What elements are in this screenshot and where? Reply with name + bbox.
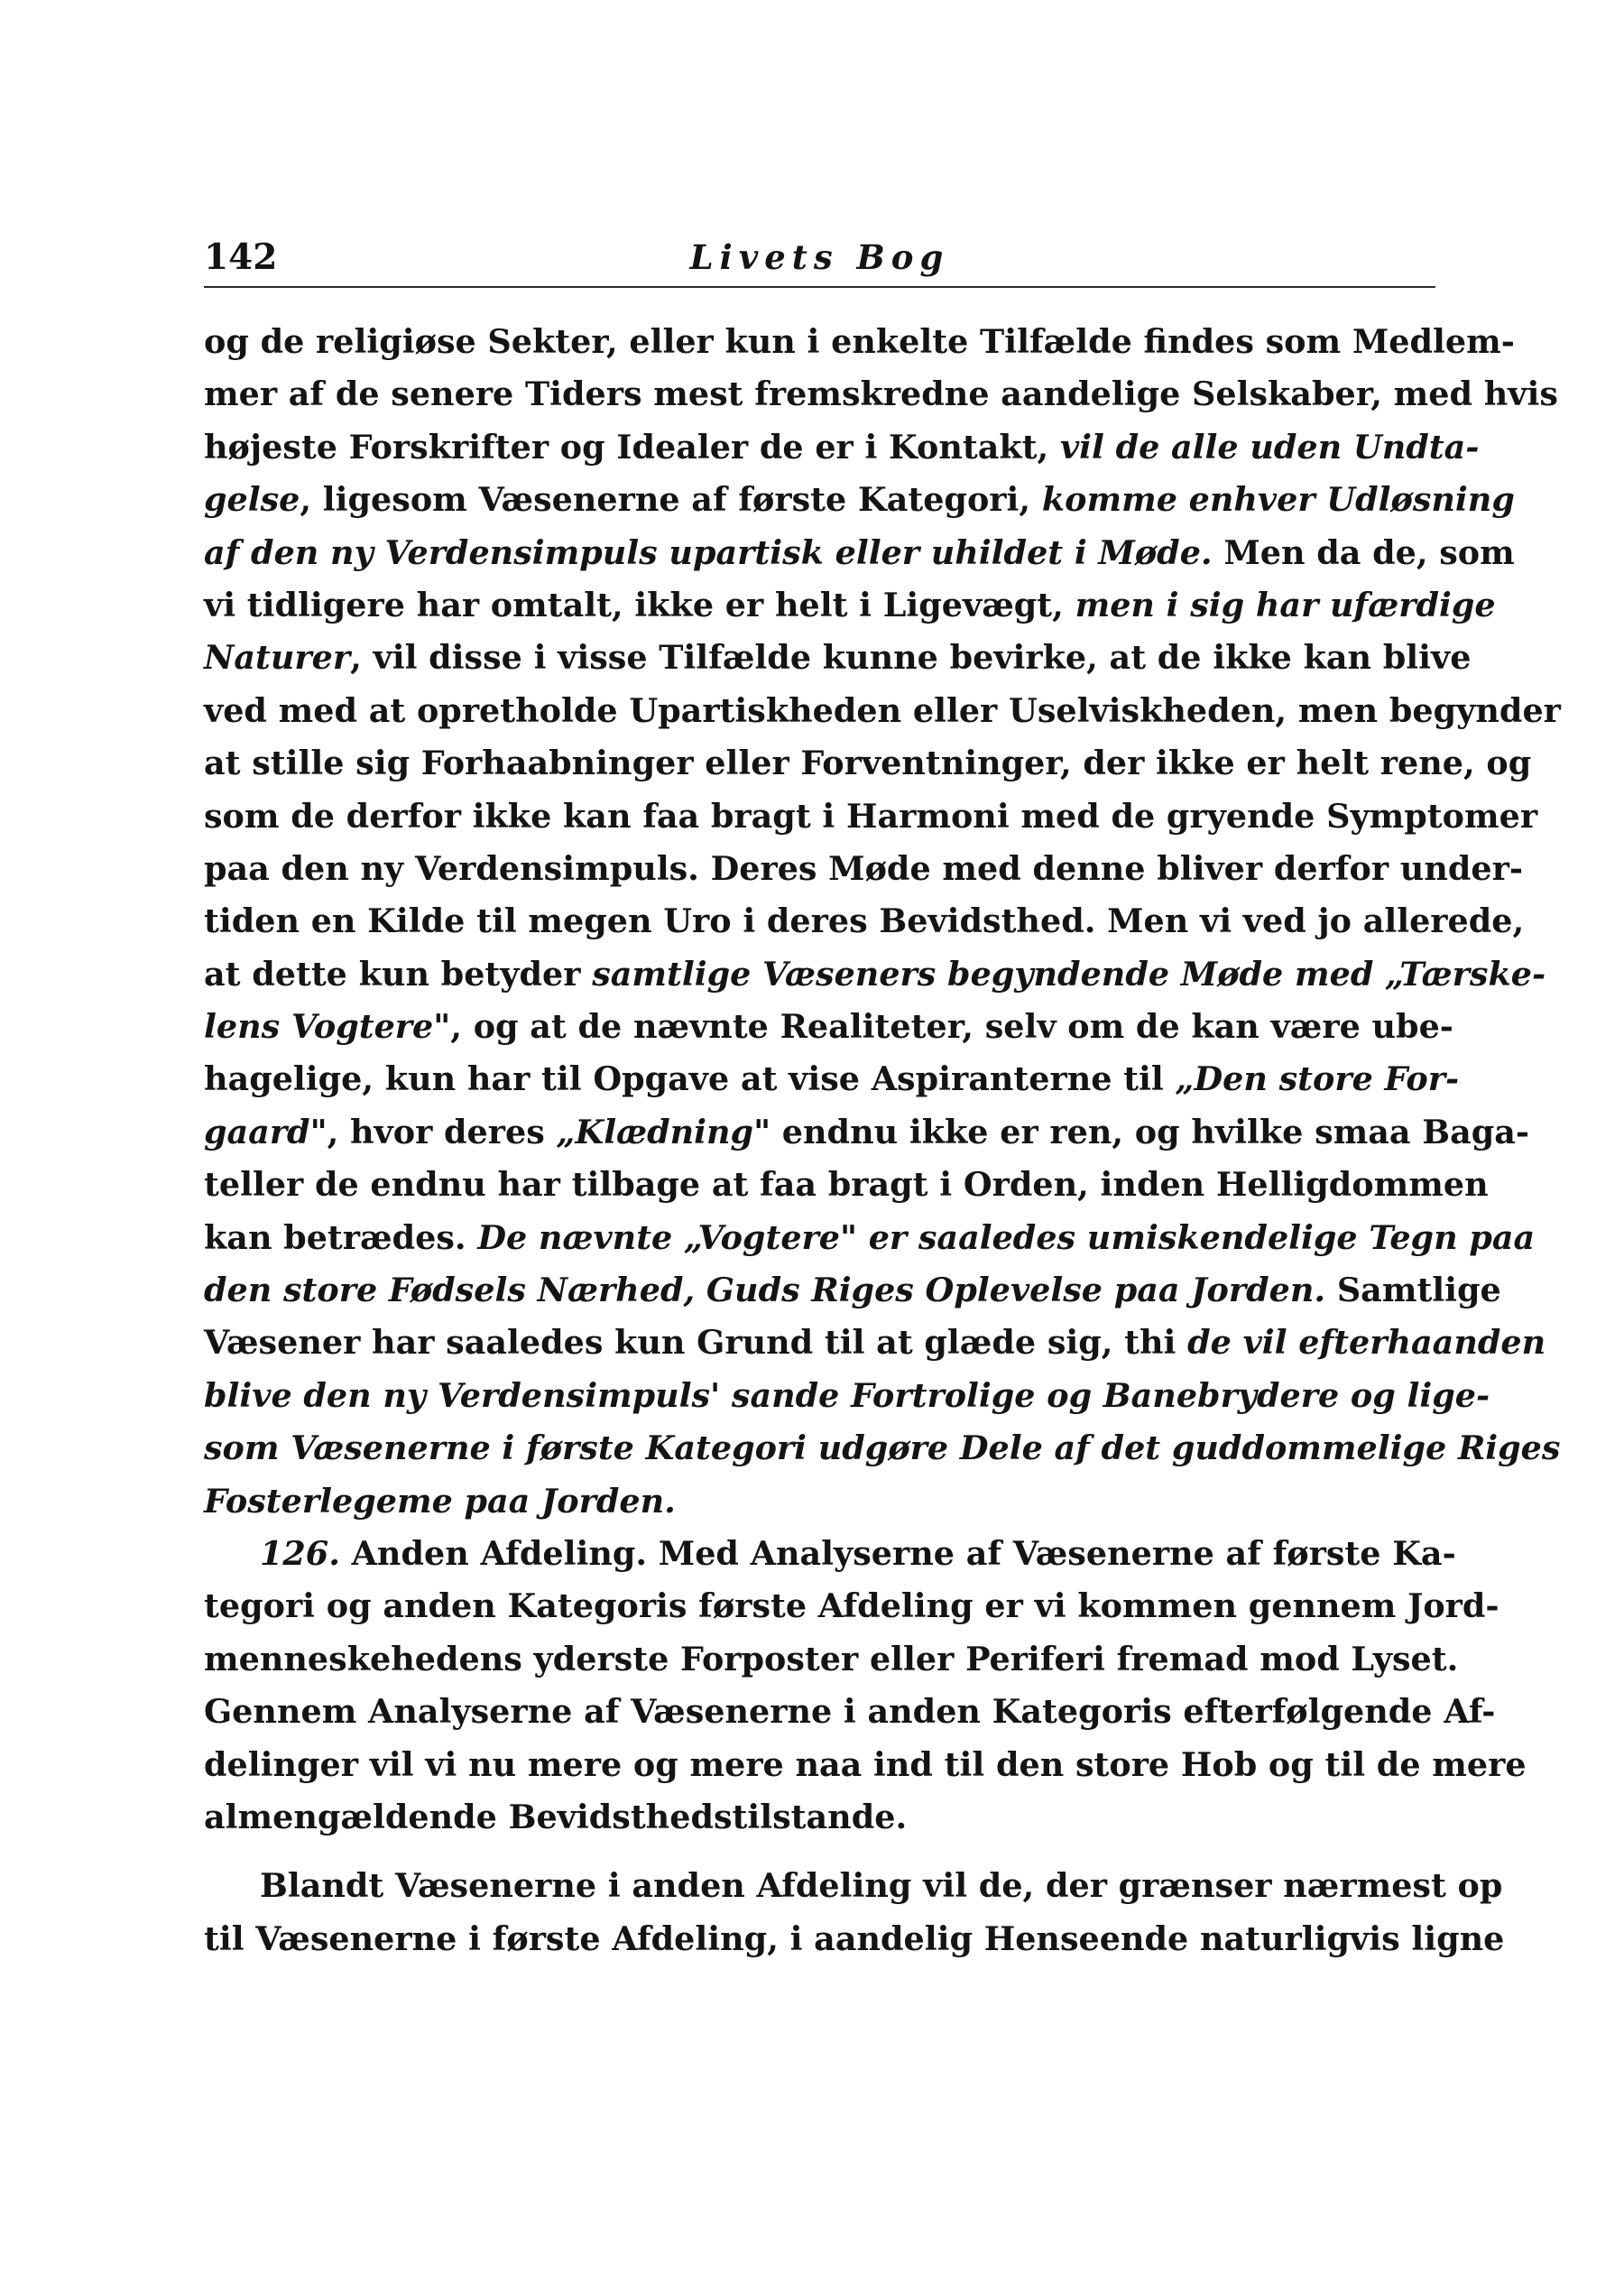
text-line: højeste Forskrifter og Idealer de er i Kontakt, vil de alle uden Undta- [204, 427, 1480, 467]
text-line: almengældende Bevidsthedstilstande. [204, 1797, 908, 1836]
text-line: gaard", hvor deres „Klædning" endnu ikke er ren, og hvilke smaa Baga- [204, 1112, 1530, 1151]
text-line: ved med at opretholde Upartiskheden eller Uselviskheden, men begynder [204, 690, 1561, 730]
text-line: som Væsenerne i første Kategori udgøre Dele af det guddommelige Riges [204, 1429, 1561, 1468]
text-line: Væsener har saaledes kun Grund til at glæde sig, thi de vil efterhaanden [204, 1323, 1546, 1363]
text-line: og de religiøse Sekter, eller kun i enkelte Tilfælde findes som Medlem- [204, 322, 1515, 361]
text-line: menneskehedens yderste Forposter eller Periferi fremad mod Lyset. [204, 1639, 1459, 1678]
running-header [204, 230, 1435, 284]
text-line: paa den ny Verdensimpuls. Deres Møde med denne bliver derfor under- [204, 848, 1523, 888]
text-line: tiden en Kilde til megen Uro i deres Bevidsthed. Men vi ved jo allerede, [204, 901, 1525, 941]
body-text [204, 316, 1561, 1965]
text-line: teller de endnu har tilbage at faa bragt i Orden, inden Helligdommen [204, 1165, 1489, 1205]
text-line: Gennem Analyserne af Væsenerne i anden Kategoris efterfølgende Af- [204, 1692, 1496, 1732]
text-line: som de derfor ikke kan faa bragt i Harmoni med de gryende Symptomer [204, 796, 1538, 836]
paragraph-gap [204, 1844, 1435, 1860]
text-line: lens Vogtere", og at de nævnte Realiteter, selv om de kan være ube- [204, 1007, 1453, 1047]
page-number: 142 [204, 236, 278, 278]
text-line: vi tidligere har omtalt, ikke er helt i Ligevægt, men i sig har ufærdige [204, 585, 1496, 624]
text-line: at stille sig Forhaabninger eller Forventninger, der ikke er helt rene, og [204, 744, 1532, 783]
text-line: gelse, ligesom Væsenerne af første Kategori, komme enhver Udløsning [204, 480, 1515, 520]
text-line: kan betrædes. De nævnte „Vogtere" er saaledes umiskendelige Tegn paa [204, 1217, 1536, 1257]
text-line: af den ny Verdensimpuls upartisk eller uhildet i Møde. Men da de, som [204, 532, 1515, 572]
text-line: den store Fødsels Nærhed, Guds Riges Oplevelse paa Jorden. Samtlige [204, 1271, 1501, 1310]
text-line: tegori og anden Kategoris første Afdeling er vi kommen gennem Jord- [204, 1586, 1499, 1626]
header-rule [204, 286, 1435, 288]
text-line: Fosterlegeme paa Jorden. [204, 1481, 676, 1521]
text-line: Naturer, vil disse i visse Tilfælde kunne bevirke, at de ikke kan blive [204, 638, 1472, 678]
text-line: delinger vil vi nu mere og mere naa ind til den store Hob og til de mere [204, 1744, 1527, 1784]
text-line: mer af de senere Tiders mest fremskredne aandelige Selskaber, med hvis [204, 374, 1558, 414]
section-number: 126. [260, 1533, 340, 1573]
section-heading-line: 126. Anden Afdeling. Med Analyserne af Væsenerne af første Ka- [260, 1533, 1456, 1573]
text-line: hagelige, kun har til Opgave at vise Aspiranterne til „Den store For- [204, 1059, 1460, 1099]
text-line: Blandt Væsenerne i anden Afdeling vil de, der grænser nærmest op [260, 1866, 1503, 1906]
text-line: blive den ny Verdensimpuls' sande Fortrolige og Banebrydere og lige- [204, 1375, 1490, 1415]
running-title: Livets Bog [689, 237, 950, 277]
text-line: til Væsenerne i første Afdeling, i aandelig Henseende naturligvis ligne [204, 1919, 1505, 1958]
text-line: at dette kun betyder samtlige Væseners begyndende Møde med „Tærske- [204, 954, 1546, 994]
